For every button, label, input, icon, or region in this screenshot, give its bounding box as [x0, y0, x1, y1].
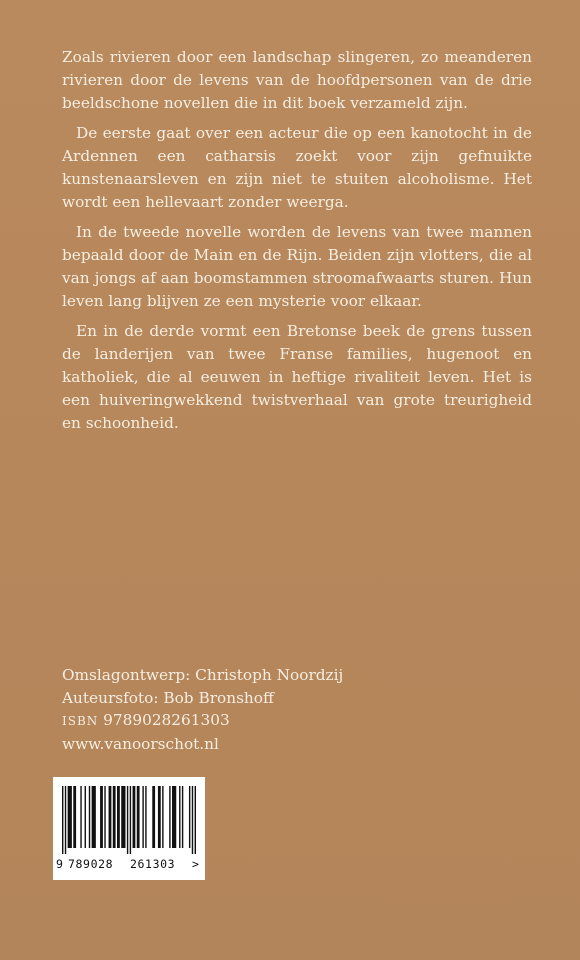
- blurb-paragraph-4: En in de derde vormt een Bretonse beek de grens tussen de landerijen van twee Franse families, hugenoot en katholiek, die al eeuwen in heftige rivaliteit leven. Het is een huiveringwekkend twistverhaal van grote treurigheid en schoonheid.: [62, 322, 532, 432]
- barcode-bar: [100, 786, 103, 848]
- barcode-bar: [85, 786, 86, 848]
- barcode-bar: [152, 786, 155, 848]
- barcode-bar: [89, 786, 90, 848]
- barcode-guard-bar: [65, 786, 66, 854]
- barcode-bar: [162, 786, 163, 848]
- barcode-bar: [179, 786, 180, 848]
- barcode-guard-bar: [130, 786, 131, 854]
- barcode-guard-bar: [192, 786, 193, 854]
- barcode-bar: [133, 786, 136, 848]
- barcode-bar: [113, 786, 116, 848]
- blurb-paragraph-3: In de tweede novelle worden de levens van twee mannen bepaald door de Main en de Rijn. Beiden zijn vlotters, die al van jongs af aan boomstammen stroomafwaarts sturen. Hun leven lang blijven ze een mysterie voor elkaar.: [62, 223, 532, 310]
- barcode-bar: [73, 786, 76, 848]
- isbn-line: [62, 709, 462, 733]
- blurb-text: [62, 46, 532, 442]
- isbn-label: ISBN: [62, 714, 99, 728]
- barcode-guard-bar: [195, 786, 196, 854]
- blurb-paragraph-2: De eerste gaat over een acteur die op een kanotocht in de Ardennen een catharsis zoekt voor zijn gefnuikte kunstenaarsleven en zijn niet te stuiten alcoholisme. Het wordt een hellevaart zonder weerga.: [62, 124, 532, 211]
- isbn-number: 9789028261303: [103, 711, 230, 729]
- cover-design-credit: Omslagontwerp: Christoph Noordzij: [62, 666, 344, 684]
- barcode-bar: [172, 786, 176, 848]
- barcode-arrow: >: [192, 857, 199, 871]
- barcode-guard-bar: [127, 786, 128, 854]
- barcode-bars: [62, 786, 196, 854]
- barcode-left-group: 789028: [68, 857, 114, 871]
- barcode-bar: [68, 786, 72, 848]
- blurb-paragraph-1: Zoals rivieren door een landschap slingeren, zo meanderen rivieren door de levens van de hoofdpersonen van de drie beeldschone novellen die in dit boek verzameld zijn.: [62, 48, 532, 112]
- barcode-bar: [137, 786, 140, 848]
- barcode-bar: [80, 786, 81, 848]
- barcode-right-group: 261303: [130, 857, 176, 871]
- barcode-bar: [104, 786, 105, 848]
- credits: [62, 664, 462, 755]
- publisher-website: www.vanoorschot.nl: [62, 734, 219, 753]
- barcode-bar: [158, 786, 161, 848]
- barcode-bar: [109, 786, 112, 848]
- barcode-bar: [117, 786, 120, 848]
- barcode-digits: [56, 857, 204, 871]
- barcode-bar: [121, 786, 125, 848]
- barcode-bar: [142, 786, 143, 848]
- author-photo-credit: Auteursfoto: Bob Bronshoff: [62, 688, 274, 707]
- barcode-bar: [189, 786, 190, 848]
- barcode-bar: [169, 786, 170, 848]
- barcode: [53, 777, 205, 880]
- barcode-bar: [182, 786, 183, 848]
- barcode-guard-bar: [62, 786, 63, 854]
- barcode-bar: [145, 786, 146, 848]
- barcode-first-digit: 9: [56, 857, 63, 871]
- barcode-bar: [92, 786, 96, 848]
